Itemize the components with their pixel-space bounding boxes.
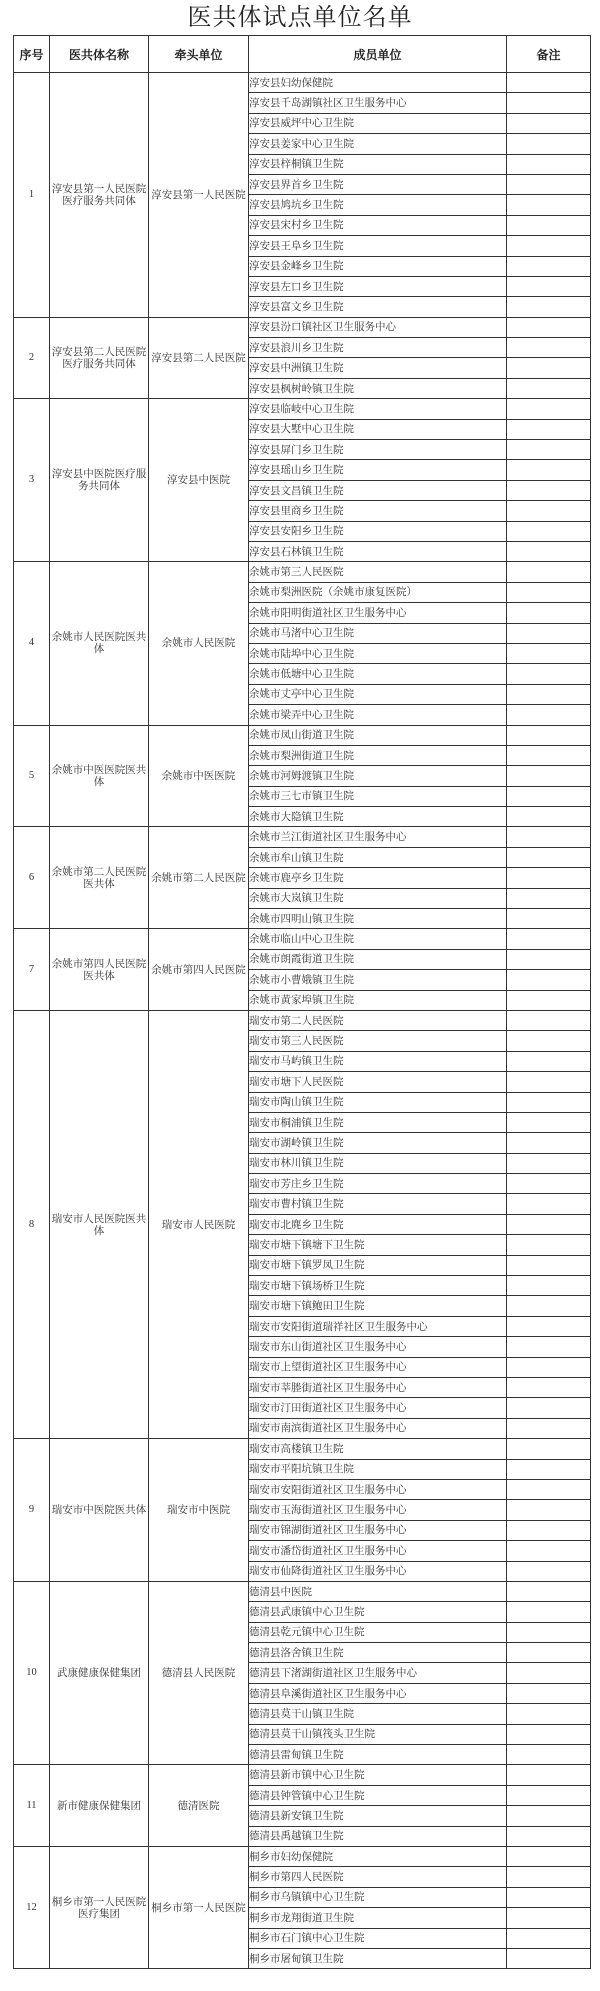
member-unit: 淳安县梓桐镇卫生院	[249, 154, 507, 174]
member-unit: 瑞安市桐浦镇卫生院	[249, 1112, 507, 1132]
group-name: 余姚市人民医院医共体	[50, 562, 149, 725]
member-unit: 瑞安市林川镇卫生院	[249, 1153, 507, 1173]
lead-unit: 德清医院	[149, 1765, 249, 1847]
remark-cell	[507, 888, 591, 908]
member-unit: 德清县阜溪街道社区卫生服务中心	[249, 1683, 507, 1703]
remark-cell	[507, 1031, 591, 1051]
group-name: 余姚市第四人民医院医共体	[50, 929, 149, 1011]
remark-cell	[507, 582, 591, 602]
remark-cell	[507, 1602, 591, 1622]
header-seq: 序号	[14, 36, 50, 73]
member-unit: 瑞安市上望街道社区卫生服务中心	[249, 1357, 507, 1377]
remark-cell	[507, 1214, 591, 1234]
remark-cell	[507, 745, 591, 765]
member-unit: 淳安县瑶山乡卫生院	[249, 460, 507, 480]
member-unit: 淳安县枫树岭镇卫生院	[249, 378, 507, 398]
member-unit: 桐乡市第四人民医院	[249, 1867, 507, 1887]
member-unit: 淳安县里商乡卫生院	[249, 501, 507, 521]
remark-cell	[507, 113, 591, 133]
member-unit: 瑞安市安阳街道社区卫生服务中心	[249, 1479, 507, 1499]
member-unit: 瑞安市马屿镇卫生院	[249, 1051, 507, 1071]
member-unit: 瑞安市第三人民医院	[249, 1031, 507, 1051]
remark-cell	[507, 541, 591, 561]
member-unit: 淳安县浪川乡卫生院	[249, 338, 507, 358]
header-member-units: 成员单位	[249, 36, 507, 73]
lead-unit: 德清县人民医院	[149, 1581, 249, 1765]
remark-cell	[507, 1010, 591, 1030]
lead-unit: 桐乡市第一人民医院	[149, 1846, 249, 1968]
table-header-row	[14, 36, 591, 73]
remark-cell	[507, 1398, 591, 1418]
remark-cell	[507, 1785, 591, 1805]
remark-cell	[507, 521, 591, 541]
member-unit: 余姚市鹿亭乡卫生院	[249, 868, 507, 888]
member-unit: 瑞安市玉海街道社区卫生服务中心	[249, 1500, 507, 1520]
remark-cell	[507, 909, 591, 929]
member-unit: 德清县雷甸镇卫生院	[249, 1745, 507, 1765]
remark-cell	[507, 868, 591, 888]
group-name: 武康健康保健集团	[50, 1581, 149, 1765]
member-unit: 瑞安市湖岭镇卫生院	[249, 1133, 507, 1153]
remark-cell	[507, 1194, 591, 1214]
remark-cell	[507, 1092, 591, 1112]
group-seq: 12	[14, 1846, 50, 1968]
member-unit: 余姚市小曹娥镇卫生院	[249, 970, 507, 990]
member-unit: 瑞安市芳庄乡卫生院	[249, 1174, 507, 1194]
member-unit: 淳安县金峰乡卫生院	[249, 256, 507, 276]
group-name: 余姚市中医医院医共体	[50, 725, 149, 827]
member-unit: 淳安县千岛湖镇社区卫生服务中心	[249, 93, 507, 113]
member-unit: 瑞安市平阳坑镇卫生院	[249, 1459, 507, 1479]
group-name: 桐乡市第一人民医院医疗集团	[50, 1846, 149, 1968]
member-unit: 淳安县鸠坑乡卫生院	[249, 195, 507, 215]
remark-cell	[507, 807, 591, 827]
member-unit: 淳安县汾口镇社区卫生服务中心	[249, 317, 507, 337]
member-unit: 桐乡市妇幼保健院	[249, 1846, 507, 1866]
remark-cell	[507, 480, 591, 500]
member-unit: 余姚市大隐镇卫生院	[249, 807, 507, 827]
remark-cell	[507, 154, 591, 174]
group-seq: 5	[14, 725, 50, 827]
group-name: 瑞安市中医院医共体	[50, 1439, 149, 1582]
member-unit: 余姚市黄家埠镇卫生院	[249, 990, 507, 1010]
group-seq: 9	[14, 1439, 50, 1582]
member-unit: 瑞安市东山街道社区卫生服务中心	[249, 1337, 507, 1357]
group-seq: 2	[14, 317, 50, 399]
group-name: 淳安县第二人民医院医疗服务共同体	[50, 317, 149, 399]
remark-cell	[507, 1479, 591, 1499]
member-unit: 余姚市马渚中心卫生院	[249, 623, 507, 643]
remark-cell	[507, 1683, 591, 1703]
remark-cell	[507, 1051, 591, 1071]
member-unit: 余姚市梁弄中心卫生院	[249, 705, 507, 725]
remark-cell	[507, 705, 591, 725]
table-row	[14, 562, 591, 582]
table-row	[14, 725, 591, 745]
member-unit: 桐乡市乌镇镇中心卫生院	[249, 1887, 507, 1907]
group-seq: 8	[14, 1010, 50, 1438]
lead-unit: 余姚市中医医院	[149, 725, 249, 827]
remark-cell	[507, 847, 591, 867]
remark-cell	[507, 1724, 591, 1744]
group-name: 淳安县第一人民医院医疗服务共同体	[50, 73, 149, 318]
remark-cell	[507, 1561, 591, 1581]
remark-cell	[507, 297, 591, 317]
remark-cell	[507, 1316, 591, 1336]
table-row	[14, 827, 591, 847]
member-unit: 淳安县大墅中心卫生院	[249, 419, 507, 439]
remark-cell	[507, 1112, 591, 1132]
remark-cell	[507, 1826, 591, 1846]
remark-cell	[507, 338, 591, 358]
remark-cell	[507, 1357, 591, 1377]
remark-cell	[507, 1806, 591, 1826]
table-row	[14, 1581, 591, 1601]
remark-cell	[507, 1887, 591, 1907]
member-unit: 瑞安市莘塍街道社区卫生服务中心	[249, 1378, 507, 1398]
member-unit: 余姚市大岚镇卫生院	[249, 888, 507, 908]
remark-cell	[507, 929, 591, 949]
remark-cell	[507, 358, 591, 378]
table-row	[14, 317, 591, 337]
member-unit: 德清县新安镇卫生院	[249, 1806, 507, 1826]
remark-cell	[507, 256, 591, 276]
member-unit: 瑞安市仙降街道社区卫生服务中心	[249, 1561, 507, 1581]
lead-unit: 余姚市人民医院	[149, 562, 249, 725]
member-unit: 余姚市朗霞街道卫生院	[249, 949, 507, 969]
lead-unit: 淳安县第一人民医院	[149, 73, 249, 318]
remark-cell	[507, 1459, 591, 1479]
member-unit: 余姚市第三人民医院	[249, 562, 507, 582]
member-unit: 桐乡市龙翔街道卫生院	[249, 1908, 507, 1928]
member-unit: 淳安县屏门乡卫生院	[249, 440, 507, 460]
member-unit: 瑞安市汀田街道社区卫生服务中心	[249, 1398, 507, 1418]
remark-cell	[507, 1072, 591, 1092]
group-name: 新市健康保健集团	[50, 1765, 149, 1847]
member-unit: 瑞安市安阳街道瑞祥社区卫生服务中心	[249, 1316, 507, 1336]
member-unit: 余姚市河姆渡镇卫生院	[249, 766, 507, 786]
member-unit: 德清县下渚湖街道社区卫生服务中心	[249, 1663, 507, 1683]
group-seq: 7	[14, 929, 50, 1011]
remark-cell	[507, 1663, 591, 1683]
remark-cell	[507, 990, 591, 1010]
group-seq: 6	[14, 827, 50, 929]
member-unit: 瑞安市塘下镇罗凤卫生院	[249, 1255, 507, 1275]
remark-cell	[507, 562, 591, 582]
member-unit: 淳安县中洲镇卫生院	[249, 358, 507, 378]
remark-cell	[507, 215, 591, 235]
remark-cell	[507, 684, 591, 704]
table-row	[14, 1846, 591, 1866]
pilot-units-table	[13, 35, 591, 1969]
group-seq: 10	[14, 1581, 50, 1765]
member-unit: 德清县新市镇中心卫生院	[249, 1765, 507, 1785]
remark-cell	[507, 1745, 591, 1765]
member-unit: 德清县莫干山镇卫生院	[249, 1704, 507, 1724]
remark-cell	[507, 664, 591, 684]
table-row	[14, 399, 591, 419]
member-unit: 德清县莫干山镇筏头卫生院	[249, 1724, 507, 1744]
member-unit: 德清县武康镇中心卫生院	[249, 1602, 507, 1622]
table-row	[14, 1765, 591, 1785]
table-row	[14, 73, 591, 93]
lead-unit: 余姚市第四人民医院	[149, 929, 249, 1011]
member-unit: 淳安县临岐中心卫生院	[249, 399, 507, 419]
member-unit: 德清县乾元镇中心卫生院	[249, 1622, 507, 1642]
group-name: 淳安县中医院医疗服务共同体	[50, 399, 149, 562]
member-unit: 余姚市临山中心卫生院	[249, 929, 507, 949]
member-unit: 余姚市阳明街道社区卫生服务中心	[249, 603, 507, 623]
member-unit: 淳安县左口乡卫生院	[249, 276, 507, 296]
lead-unit: 瑞安市中医院	[149, 1439, 249, 1582]
member-unit: 瑞安市潘岱街道社区卫生服务中心	[249, 1541, 507, 1561]
remark-cell	[507, 1378, 591, 1398]
remark-cell	[507, 501, 591, 521]
remark-cell	[507, 1643, 591, 1663]
remark-cell	[507, 195, 591, 215]
remark-cell	[507, 1928, 591, 1948]
remark-cell	[507, 73, 591, 93]
member-unit: 淳安县宋村乡卫生院	[249, 215, 507, 235]
remark-cell	[507, 1622, 591, 1642]
table-row	[14, 929, 591, 949]
remark-cell	[507, 317, 591, 337]
remark-cell	[507, 276, 591, 296]
member-unit: 余姚市兰江街道社区卫生服务中心	[249, 827, 507, 847]
page-title: 医共体试点单位名单	[187, 3, 413, 31]
member-unit: 余姚市低塘中心卫生院	[249, 664, 507, 684]
member-unit: 淳安县姜家中心卫生院	[249, 134, 507, 154]
remark-cell	[507, 134, 591, 154]
member-unit: 淳安县石林镇卫生院	[249, 541, 507, 561]
remark-cell	[507, 236, 591, 256]
member-unit: 淳安县妇幼保健院	[249, 73, 507, 93]
remark-cell	[507, 440, 591, 460]
remark-cell	[507, 827, 591, 847]
member-unit: 淳安县文昌镇卫生院	[249, 480, 507, 500]
remark-cell	[507, 643, 591, 663]
remark-cell	[507, 174, 591, 194]
remark-cell	[507, 1765, 591, 1785]
remark-cell	[507, 766, 591, 786]
member-unit: 瑞安市南滨街道社区卫生服务中心	[249, 1418, 507, 1438]
remark-cell	[507, 1418, 591, 1438]
remark-cell	[507, 786, 591, 806]
remark-cell	[507, 1541, 591, 1561]
member-unit: 瑞安市曹村镇卫生院	[249, 1194, 507, 1214]
member-unit: 余姚市陆埠中心卫生院	[249, 643, 507, 663]
member-unit: 瑞安市锦湖街道社区卫生服务中心	[249, 1520, 507, 1540]
remark-cell	[507, 1867, 591, 1887]
remark-cell	[507, 419, 591, 439]
member-unit: 淳安县界首乡卫生院	[249, 174, 507, 194]
member-unit: 桐乡市石门镇中心卫生院	[249, 1928, 507, 1948]
remark-cell	[507, 1174, 591, 1194]
member-unit: 德清县洛舍镇卫生院	[249, 1643, 507, 1663]
header-remarks: 备注	[507, 36, 591, 73]
remark-cell	[507, 460, 591, 480]
member-unit: 余姚市凤山街道卫生院	[249, 725, 507, 745]
member-unit: 瑞安市塘下镇场桥卫生院	[249, 1276, 507, 1296]
member-unit: 瑞安市高楼镇卫生院	[249, 1439, 507, 1459]
header-lead-unit: 牵头单位	[149, 36, 249, 73]
remark-cell	[507, 1276, 591, 1296]
remark-cell	[507, 399, 591, 419]
member-unit: 余姚市牟山镇卫生院	[249, 847, 507, 867]
lead-unit: 瑞安市人民医院	[149, 1010, 249, 1438]
remark-cell	[507, 1296, 591, 1316]
remark-cell	[507, 949, 591, 969]
remark-cell	[507, 1500, 591, 1520]
remark-cell	[507, 1520, 591, 1540]
remark-cell	[507, 623, 591, 643]
group-name: 余姚市第二人民医院医共体	[50, 827, 149, 929]
remark-cell	[507, 1439, 591, 1459]
member-unit: 淳安县富文乡卫生院	[249, 297, 507, 317]
group-seq: 11	[14, 1765, 50, 1847]
member-unit: 余姚市梨洲医院（余姚市康复医院）	[249, 582, 507, 602]
member-unit: 瑞安市塘下镇鲍田卫生院	[249, 1296, 507, 1316]
member-unit: 德清县钟管镇中心卫生院	[249, 1785, 507, 1805]
member-unit: 淳安县威坪中心卫生院	[249, 113, 507, 133]
group-seq: 4	[14, 562, 50, 725]
remark-cell	[507, 1235, 591, 1255]
member-unit: 淳安县王阜乡卫生院	[249, 236, 507, 256]
member-unit: 瑞安市塘下人民医院	[249, 1072, 507, 1092]
member-unit: 瑞安市塘下镇塘下卫生院	[249, 1235, 507, 1255]
remark-cell	[507, 1255, 591, 1275]
member-unit: 余姚市四明山镇卫生院	[249, 909, 507, 929]
remark-cell	[507, 970, 591, 990]
remark-cell	[507, 1846, 591, 1866]
group-seq: 1	[14, 73, 50, 318]
member-unit: 桐乡市屠甸镇卫生院	[249, 1948, 507, 1968]
lead-unit: 淳安县第二人民医院	[149, 317, 249, 399]
remark-cell	[507, 378, 591, 398]
table-row	[14, 1010, 591, 1030]
lead-unit: 余姚市第二人民医院	[149, 827, 249, 929]
member-unit: 瑞安市第二人民医院	[249, 1010, 507, 1030]
member-unit: 德清县禹越镇卫生院	[249, 1826, 507, 1846]
remark-cell	[507, 725, 591, 745]
member-unit: 余姚市梨洲街道卫生院	[249, 745, 507, 765]
remark-cell	[507, 93, 591, 113]
member-unit: 德清县中医院	[249, 1581, 507, 1601]
remark-cell	[507, 1153, 591, 1173]
member-unit: 余姚市三七市镇卫生院	[249, 786, 507, 806]
remark-cell	[507, 1948, 591, 1968]
group-name: 瑞安市人民医院医共体	[50, 1010, 149, 1438]
member-unit: 瑞安市北麂乡卫生院	[249, 1214, 507, 1234]
remark-cell	[507, 1133, 591, 1153]
remark-cell	[507, 1908, 591, 1928]
member-unit: 淳安县安阳乡卫生院	[249, 521, 507, 541]
remark-cell	[507, 1581, 591, 1601]
table-row	[14, 1439, 591, 1459]
lead-unit: 淳安县中医院	[149, 399, 249, 562]
remark-cell	[507, 1337, 591, 1357]
remark-cell	[507, 1704, 591, 1724]
remark-cell	[507, 603, 591, 623]
member-unit: 余姚市丈亭中心卫生院	[249, 684, 507, 704]
group-seq: 3	[14, 399, 50, 562]
header-group-name: 医共体名称	[50, 36, 149, 73]
member-unit: 瑞安市陶山镇卫生院	[249, 1092, 507, 1112]
